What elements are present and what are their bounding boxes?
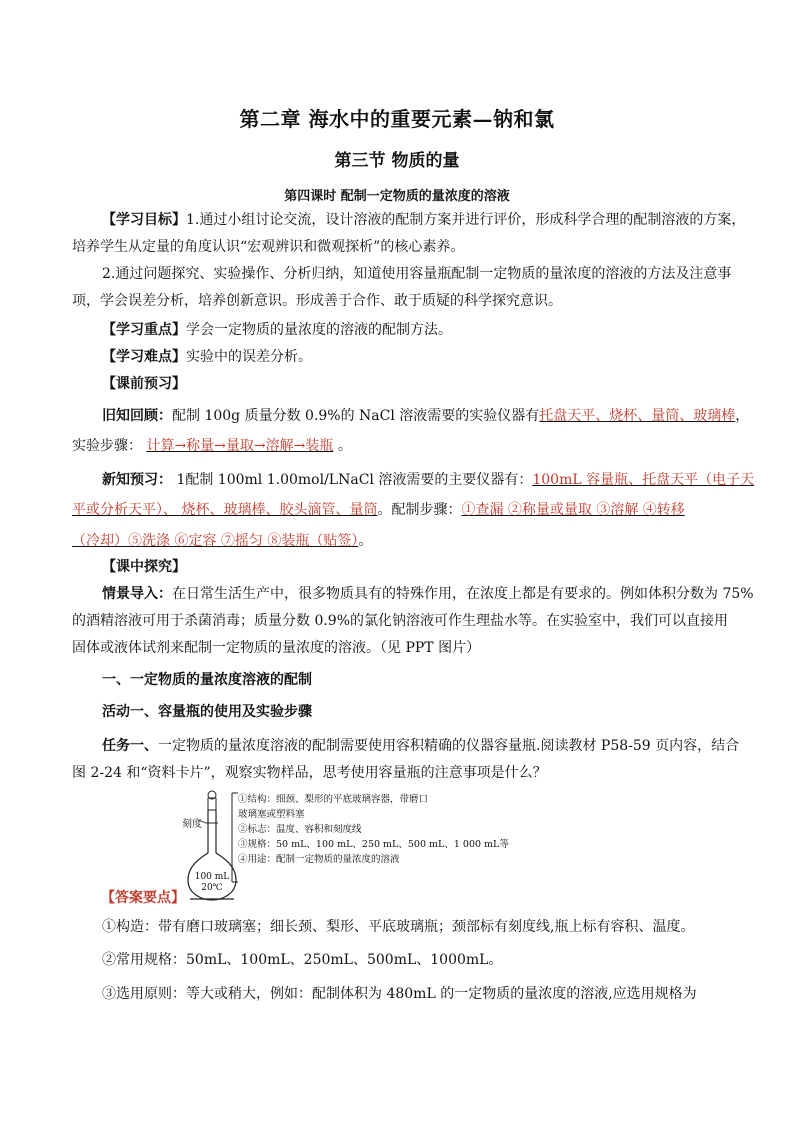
flask-volume-label: 100 mL (194, 872, 230, 882)
newknow-answer-2b: （冷却）⑤洗涤 ⑥定容 ⑦摇匀 ⑧装瓶（贴签） (72, 533, 359, 549)
section-title: 第三节 物质的量 (334, 151, 460, 171)
newknow-answer-1b: 平或分析天平）、 烧杯、玻璃棒、胶头滴管、量筒 (72, 502, 378, 518)
goals-line-3: 2.通过问题探究、实验操作、分析归纳，知道使用容量瓶配制一定物质的量浓度的溶液的方法及注意事 (102, 266, 732, 282)
newknow-answer-2a: ①查漏 ②称量或量取 ③溶解 ④转移 (461, 502, 685, 518)
explore-label: 【课中探究】 (102, 559, 186, 575)
answer-line: ①构造：带有磨口玻璃塞；细长颈、梨形、平底玻璃瓶；颈部标有刻度线,瓶上标有容积、温度。 (102, 919, 695, 935)
intro-line-3: 固体或液体试剂来配制一定物质的量浓度的溶液。（见 PPT 图片） (72, 640, 481, 656)
key-point: 【学习重点】学会一定物质的量浓度的溶液的配制方法。 (102, 322, 452, 338)
difficulty: 【学习难点】实验中的误差分析。 (102, 349, 312, 365)
goals-label: 【学习目标】 (102, 212, 186, 228)
newknow-line-3: （冷却）⑤洗涤 ⑥定容 ⑦摇匀 ⑧装瓶（贴签）。 (72, 533, 373, 549)
goals-line-1: 【学习目标】1.通过小组讨论交流，设计溶液的配制方案并进行评价，形成科学合理的配制溶液的方案， (102, 212, 746, 228)
review-answer-2: 计算→称量→量取→溶解→装瓶 (146, 438, 334, 454)
figure-note: 玻璃塞或塑料塞 (238, 809, 305, 820)
newknow-line-2: 平或分析天平）、 烧杯、玻璃棒、胶头滴管、量筒。配制步骤：①查漏 ②称量或量取 ③溶解 ④转移 (72, 502, 685, 518)
intro-line-2: 的酒精溶液可用于杀菌消毒；质量分数 0.9%的氯化钠溶液可作生理盐水等。在实验室中，我们可以直接用 (72, 613, 729, 629)
figure-note: ②标志：温度、容积和刻度线 (238, 824, 362, 835)
chapter-title: 第二章 海水中的重要元素—钠和氯 (239, 107, 555, 131)
preview-label: 【课前预习】 (102, 376, 186, 392)
figure-notes (238, 792, 509, 867)
goals-line-2: 培养学生从定量的角度认识“宏观辨识和微观探析”的核心素养。 (72, 239, 465, 255)
figure-note: ①结构：细颈、梨形的平底玻璃容器，带磨口 (238, 794, 429, 805)
review-line-1: 旧知回顾：配制 100g 质量分数 0.9%的 NaCl 溶液需要的实验仪器有托盘天平、烧杯、量筒、玻璃棒， (102, 408, 750, 424)
review-answer-1: 托盘天平、烧杯、量筒、玻璃棒 (539, 408, 736, 424)
intro-line-1: 情景导入：在日常生活生产中，很多物质具有的特殊作用，在浓度上都是有要求的。例如体积分数为 75% (102, 586, 754, 602)
newknow-answer-1a: 100mL 容量瓶、托盘天平（电子天 (532, 472, 755, 488)
figure-note: ④用途：配制一定物质的量浓度的溶液 (238, 854, 400, 865)
goals-line-4: 项，学会误差分析，培养创新意识。形成善于合作、敢于质疑的科学探究意识。 (72, 293, 562, 309)
figure-note: ③规格：50 mL、100 mL、250 mL、500 mL、1 000 mL等 (238, 839, 509, 850)
answer-line: ③选用原则：等大或稍大，例如：配制体积为 480mL 的一定物质的量浓度的溶液,应选用规格为 (102, 986, 697, 1002)
lesson-title: 第四课时 配制一定物质的量浓度的溶液 (284, 189, 510, 204)
newknow-line-1: 新知预习： 1配制 100ml 1.00mol/LNaCl 溶液需要的主要仪器有：100mL 容量瓶、托盘天平（电子天 (102, 472, 755, 488)
part-1-heading: 一、一定物质的量浓度溶液的配制 (102, 672, 312, 688)
flask-temp-label: 20℃ (201, 883, 223, 893)
answer-label: 【答案要点】 (101, 890, 185, 906)
answer-line: ②常用规格：50mL、100mL、250mL、500mL、1000mL。 (102, 952, 503, 968)
activity-1-heading: 活动一、容量瓶的使用及实验步骤 (102, 704, 312, 720)
graduation-label: 刻度 (182, 819, 202, 830)
review-line-2: 实验步骤： 计算→称量→量取→溶解→装瓶 。 (72, 438, 352, 454)
task-1-line-2: 图 2-24 和“资料卡片”，观察实物样品，思考使用容量瓶的注意事项是什么？ (72, 765, 547, 781)
task-1-line-1: 任务一、一定物质的量浓度溶液的配制需要使用容积精确的仪器容量瓶.阅读教材 P58-59 页内容，结合 (102, 738, 740, 754)
volumetric-flask-figure (100, 790, 509, 902)
